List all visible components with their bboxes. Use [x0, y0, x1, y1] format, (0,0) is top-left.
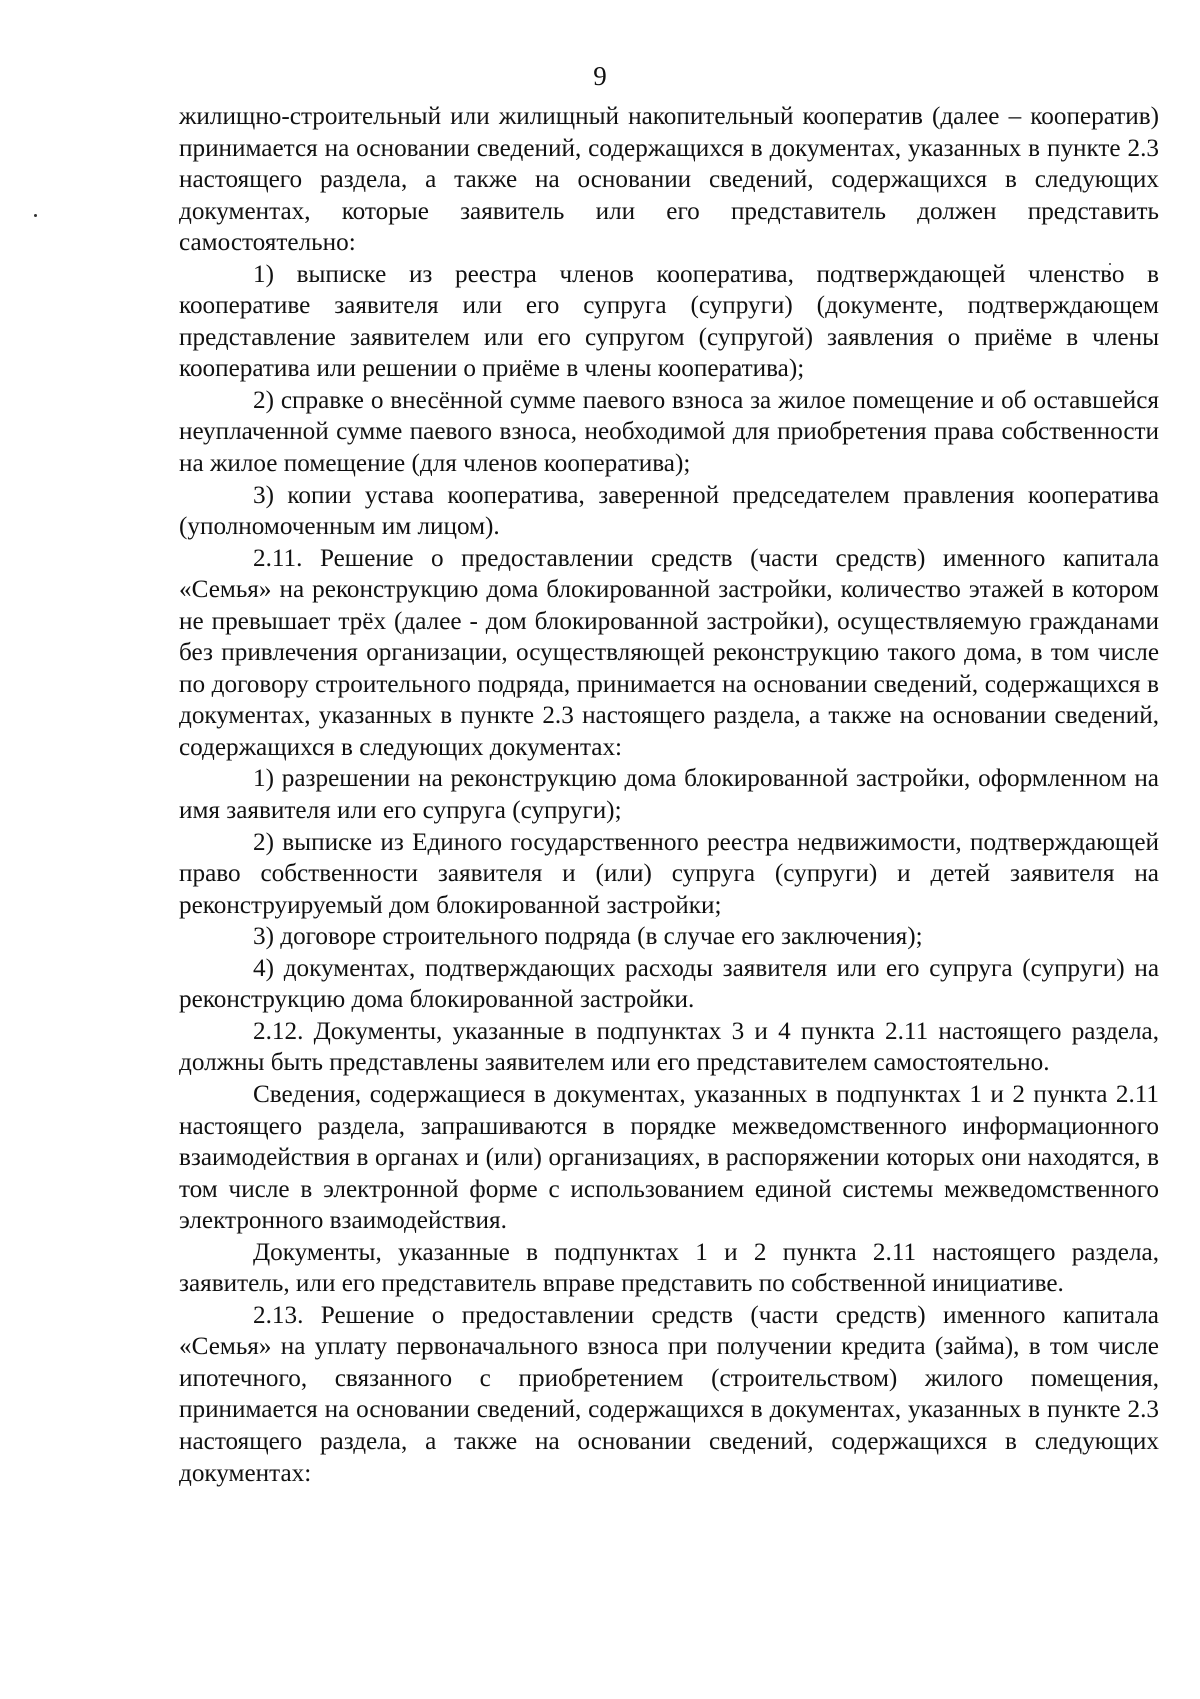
list-item-construction-contract: 3) договоре строительного подряда (в случае его заключения); [253, 923, 923, 951]
page-number: 9 [593, 61, 607, 91]
list-item-property-registry-extract: 2) выписке из Единого государственного реестра недвижимости, подтверждающей право собственности заявителя и (или) супруга (супруги) и детей заявителя на реконструируемый дом блокированной застройки; [179, 828, 1159, 919]
section-2-11: 2.11. Решение о предоставлении средств (части средств) именного капитала «Семья» на реконструкцию дома блокированной застройки, количество этажей в котором не превышает трёх (далее - дом блокированной застройки), осуществляемую гражданами без привлечения организации, осуществляющей реконструкцию такого дома, в том числе по договору строительного подряда, принимается на основании сведений, содержащихся в документах, указанных в пункте 2.3 настоящего раздела, а также на основании сведений, содержащихся в следующих документах: [179, 544, 1159, 761]
list-item-charter-copy: 3) копии устава кооператива, заверенной председателем правления кооператива (уполномоченным им лицом). [179, 481, 1159, 541]
paragraph-cooperative-continuation: жилищно-строительный или жилищный накопительный кооператив (далее – кооператив) принимается на основании сведений, содержащихся в документах, указанных в пункте 2.3 настоящего раздела, а также на основании сведений, содержащихся в следующих документах, которые заявитель или его представитель должен представить самостоятельно: [179, 103, 1159, 257]
section-2-13: 2.13. Решение о предоставлении средств (части средств) именного капитала «Семья» на уплату первоначального взноса при получении кредита (займа), в том числе ипотечного, связанного с приобретением (строительством) жилого помещения, принимается на основании сведений, содержащихся в документах, указанных в пункте 2.3 настоящего раздела, а также на основании сведений, содержащихся в следующих документах: [179, 1301, 1159, 1487]
document-body [179, 101, 1159, 1489]
scan-speck [34, 214, 37, 217]
paragraph-own-initiative: Документы, указанные в подпунктах 1 и 2 пункта 2.11 настоящего раздела, заявитель, или его представитель вправе представить по собственной инициативе. [179, 1238, 1159, 1298]
list-item-expense-documents: 4) документах, подтверждающих расходы заявителя или его супруга (супруги) на реконструкцию дома блокированной застройки. [179, 954, 1159, 1014]
list-item-share-certificate: 2) справке о внесённой сумме паевого взноса за жилое помещение и об оставшейся неуплаченной сумме паевого взноса, необходимой для приобретения права собственности на жилое помещение (для членов кооператива); [179, 386, 1159, 478]
paragraph-interagency-request: Сведения, содержащиеся в документах, указанных в подпунктах 1 и 2 пункта 2.11 настоящего раздела, запрашиваются в порядке межведомственного информационного взаимодействия в органах и (или) организациях, в распоряжении которых они находятся, в том числе в электронной форме с использованием единой системы межведомственного электронного взаимодействия. [179, 1080, 1159, 1235]
list-item-reconstruction-permit: 1) разрешении на реконструкцию дома блокированной застройки, оформленном на имя заявителя или его супруга (супруги); [179, 765, 1159, 825]
section-2-12: 2.12. Документы, указанные в подпунктах 3 и 4 пункта 2.11 настоящего раздела, должны быть представлены заявителем или его представителем самостоятельно. [179, 1017, 1159, 1077]
list-item-registry-extract: 1) выписке из реестра членов кооператива, подтверждающей членство в кооперативе заявителя или его супруга (супруги) (документе, подтверждающем представление заявителем или его супругом (супругой) заявления о приёме в члены кооператива или решении о приёме в члены кооператива); [179, 260, 1159, 383]
